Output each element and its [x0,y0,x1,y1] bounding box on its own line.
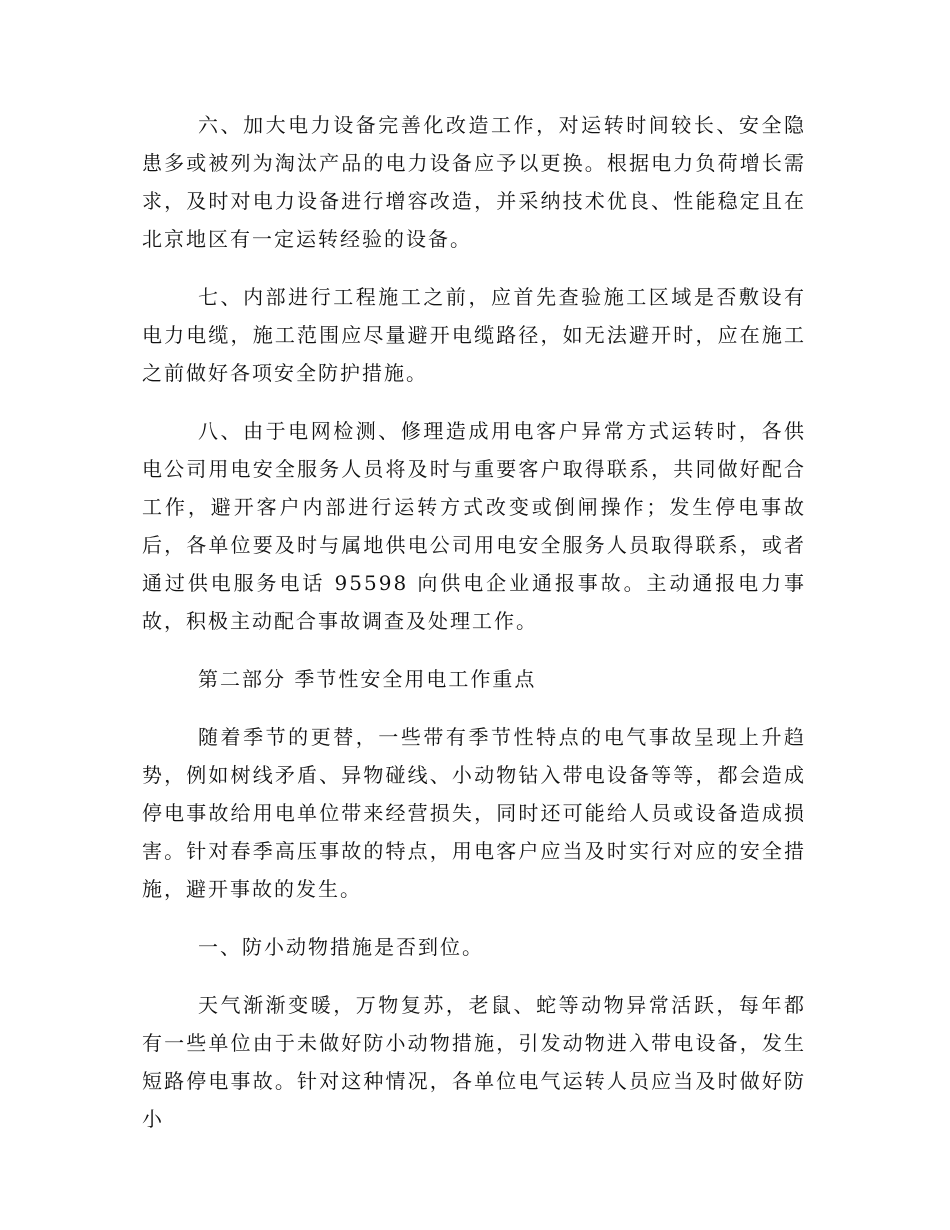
paragraph-seasonal-intro: 随着季节的更替，一些带有季节性特点的电气事故呈现上升趋势，例如树线矛盾、异物碰线、小动物钻入带电设备等等，都会造成停电事故给用电单位带来经营损失，同时还可能给人员或设备造成损害。针对春季高压事故的特点，用电客户应当及时实行对应的安全措施，避开事故的发生。 [142,725,806,901]
paragraph-small-animals: 天气渐渐变暖，万物复苏，老鼠、蛇等动物异常活跃，每年都有一些单位由于未做好防小动物措施，引发动物进入带电设备，发生短路停电事故。针对这种情况，各单位电气运转人员应当及时做好防小 [142,993,806,1131]
paragraph-item-eight: 八、由于电网检测、修理造成用电客户异常方式运转时，各供电公司用电安全服务人员将及时与重要客户取得联系，共同做好配合工作，避开客户内部进行运转方式改变或倒闸操作；发生停电事故后，各单位要及时与属地供电公司用电安全服务人员取得联系，或者通过供电服务电话 95598 向供电企业通报事故。主动通报电力事故，积极主动配合事故调查及处理工作。 [142,419,806,633]
paragraph-item-six: 六、加大电力设备完善化改造工作，对运转时间较长、安全隐患多或被列为淘汰产品的电力设备应予以更换。根据电力负荷增长需求，及时对电力设备进行增容改造，并采纳技术优良、性能稳定且在北京地区有一定运转经验的设备。 [142,113,806,251]
document-body [142,106,806,1138]
section-heading: 第二部分 季节性安全用电工作重点 [198,667,537,691]
subheading-item-one: 一、防小动物措施是否到位。 [198,935,484,959]
paragraph-item-seven: 七、内部进行工程施工之前，应首先查验施工区域是否敷设有电力电缆，施工范围应尽量避开电缆路径，如无法避开时，应在施工之前做好各项安全防护措施。 [142,285,806,385]
